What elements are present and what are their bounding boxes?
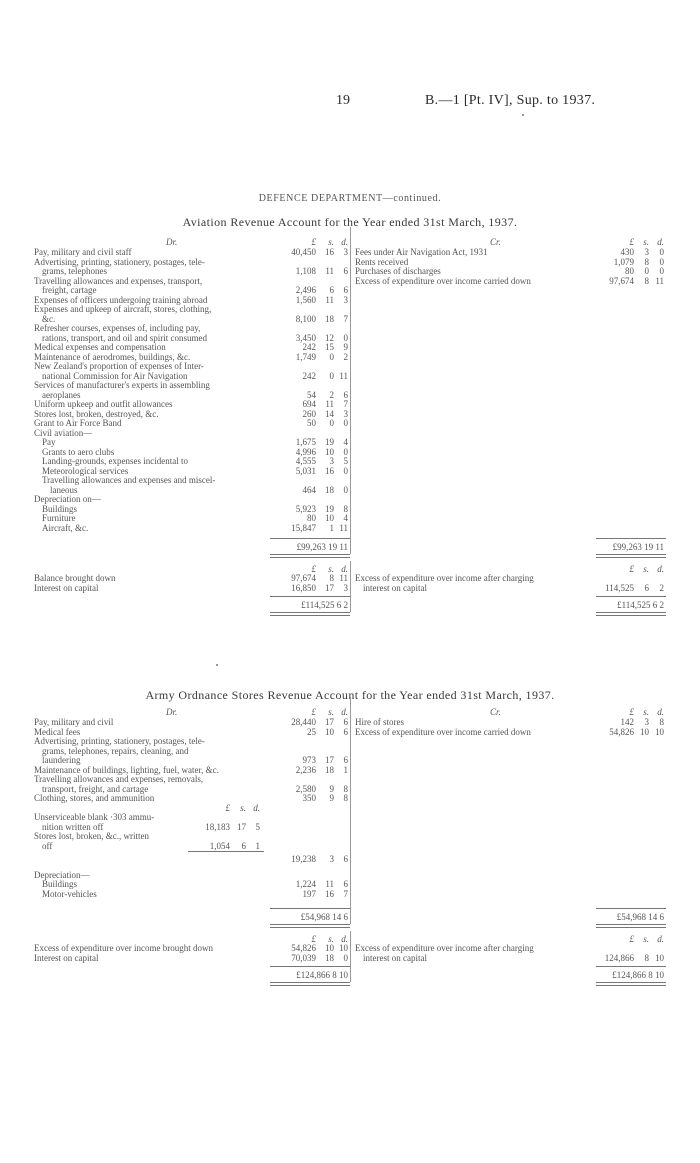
amount-shillings: 14: [325, 408, 334, 419]
pounds-header: £: [311, 237, 316, 247]
amount-pence: 6: [343, 266, 348, 276]
amount-pence: 8: [343, 503, 348, 514]
amount-shillings: 18: [325, 313, 334, 324]
amount-pence: 11: [339, 573, 348, 583]
sub-amount-pounds: 1,054: [209, 840, 230, 851]
rule: [596, 908, 666, 909]
credit-item: Fees under Air Navigation Act, 1931: [355, 247, 488, 257]
credit-item: Excess of expenditure over income carried down: [355, 275, 531, 286]
shillings-header: s.: [328, 563, 334, 574]
amount-pence: 11: [339, 370, 348, 381]
cr-heading: Cr.: [490, 237, 501, 247]
total-debit: £54,968 14 6: [300, 912, 348, 922]
sub-amount-pounds: 18,183: [205, 821, 230, 832]
amount-shillings: 11: [325, 266, 334, 276]
pounds-header: £: [629, 237, 634, 247]
amount-pence: 2: [659, 582, 664, 593]
debit-item: Uniform upkeep and outfit allowances: [34, 399, 173, 409]
amount-pounds: 260: [302, 408, 316, 419]
amount-pence: 0: [659, 256, 664, 267]
amount-shillings: 8: [329, 573, 334, 583]
debit-item: Excess of expenditure over income brought down: [34, 943, 213, 953]
pence-header: d.: [341, 707, 348, 717]
shillings-header: s.: [643, 707, 649, 717]
sub-amount-shillings: 17: [237, 821, 246, 832]
debit-item: Pay: [42, 437, 56, 447]
amount-pence: 6: [343, 755, 348, 765]
debit-item: Maintenance of aerodromes, buildings, &c.: [34, 351, 191, 362]
amount-pounds: 430: [620, 247, 634, 257]
amount-pence: 10: [655, 952, 664, 963]
amount-pence: 11: [655, 275, 664, 286]
amount-pounds: 19,238: [291, 854, 316, 864]
amount-pounds: 4,996: [295, 446, 316, 457]
amount-pounds: 25: [307, 726, 316, 737]
amount-shillings: 10: [325, 943, 334, 953]
total-debit: £124,866 8 10: [296, 970, 348, 980]
amount-shillings: 9: [329, 793, 334, 803]
debit-item: Interest on capital: [34, 952, 99, 963]
debit-item: New Zealand's proportion of expenses of Inter-: [34, 361, 204, 371]
amount-pounds: 5,923: [295, 503, 316, 514]
amount-pounds: 80: [307, 513, 316, 523]
amount-shillings: 8: [644, 952, 649, 963]
pounds-header: £: [311, 933, 316, 944]
dr-heading: Dr.: [166, 237, 178, 247]
amount-shillings: 18: [325, 952, 334, 963]
amount-shillings: 0: [329, 418, 334, 428]
shillings-header: s.: [328, 707, 334, 717]
amount-pence: 3: [343, 294, 348, 305]
amount-pence: 0: [659, 247, 664, 257]
double-rule: [596, 924, 666, 928]
amount-pounds: 1,675: [295, 437, 316, 447]
amount-pence: 3: [343, 408, 348, 419]
amount-pence: 0: [659, 266, 664, 276]
amount-pence: 0: [343, 332, 348, 343]
amount-pounds: 1,749: [295, 351, 316, 362]
amount-pence: 6: [343, 726, 348, 737]
amount-pence: 6: [343, 389, 348, 400]
debit-item: Motor-vehicles: [42, 888, 97, 899]
amount-shillings: 17: [325, 582, 334, 593]
total-debit: £114,525 6 2: [301, 600, 348, 610]
amount-pounds: 40,450: [291, 247, 316, 257]
credit-item: interest on capital: [363, 582, 427, 593]
amount-pounds: 97,674: [291, 573, 316, 583]
double-rule: [270, 924, 350, 928]
amount-shillings: 0: [329, 370, 334, 381]
debit-item: laundering: [42, 755, 81, 765]
debit-item: Travelling allowances and expenses and miscel-: [42, 475, 216, 485]
amount-shillings: 18: [325, 484, 334, 495]
amount-shillings: 12: [325, 332, 334, 343]
pence-header: d.: [657, 933, 664, 944]
shillings-header: s.: [328, 237, 334, 247]
sub-amount-shillings: 6: [241, 840, 246, 851]
amount-shillings: 6: [329, 285, 334, 295]
page-number: 19: [336, 93, 350, 108]
amount-pounds: 350: [302, 793, 316, 803]
sub-pence-header: d.: [253, 802, 260, 813]
pence-header: d.: [341, 237, 348, 247]
credit-item: Excess of expenditure over income carried down: [355, 726, 531, 737]
amount-pounds: 54: [307, 389, 316, 400]
pounds-header: £: [629, 933, 634, 944]
amount-shillings: 19: [325, 437, 334, 447]
sub-amount-pence: 1: [255, 840, 260, 851]
double-rule: [596, 982, 666, 986]
shillings-header: s.: [643, 933, 649, 944]
debit-item: Balance brought down: [34, 573, 116, 583]
debit-item: Meteorological services: [42, 465, 129, 476]
amount-pounds: 8,100: [295, 313, 316, 324]
rule: [270, 966, 350, 967]
debit-item: Buildings: [42, 503, 78, 514]
dr-heading: Dr.: [166, 707, 178, 717]
amount-shillings: 2: [329, 389, 334, 400]
amount-pence: 3: [343, 582, 348, 593]
credit-item: Rents received: [355, 256, 409, 267]
pence-header: d.: [657, 563, 664, 574]
debit-item: grams, telephones, repairs, cleaning, and: [42, 745, 189, 756]
amount-shillings: 3: [644, 247, 649, 257]
amount-pence: 6: [343, 717, 348, 727]
debit-item: Aircraft, &c.: [42, 522, 89, 533]
amount-pence: 6: [343, 285, 348, 295]
amount-pounds: 2,580: [295, 783, 316, 794]
credit-item: Purchases of discharges: [355, 266, 441, 276]
amount-pence: 5: [343, 456, 348, 466]
amount-pence: 0: [343, 484, 348, 495]
debit-item: Grant to Air Force Band: [34, 418, 122, 428]
amount-shillings: 10: [325, 513, 334, 523]
amount-pence: 4: [343, 513, 348, 523]
amount-pounds: 242: [302, 342, 316, 352]
debit-item: Refresher courses, expenses of, including pay,: [34, 323, 201, 333]
debit-item: Furniture: [42, 513, 76, 523]
aviation-account-title: Aviation Revenue Account for the Year ended 31st March, 1937.: [182, 215, 518, 229]
debit-item: Advertising, printing, stationery, postages, tele-: [34, 736, 205, 746]
debit-item: Maintenance of buildings, lighting, fuel, water, &c.: [34, 764, 219, 775]
debit-item: laneous: [50, 484, 78, 495]
amount-pence: 8: [343, 793, 348, 803]
debit-item: &c.: [42, 313, 56, 324]
pounds-header: £: [311, 563, 316, 574]
debit-item: Grants to aero clubs: [42, 446, 115, 457]
amount-pence: 10: [655, 726, 664, 737]
amount-pence: 0: [343, 952, 348, 963]
pence-header: d.: [657, 237, 664, 247]
debit-item: Depreciation on—: [34, 494, 101, 504]
total-debit: £99,263 19 11: [296, 542, 348, 552]
debit-item: Advertising, printing, stationery, postages, tele-: [34, 256, 205, 267]
debit-item: Clothing, stores, and ammunition: [34, 793, 155, 803]
debit-item: grams, telephones: [42, 266, 107, 276]
amount-shillings: 16: [325, 247, 334, 257]
amount-shillings: 10: [325, 726, 334, 737]
amount-pence: 0: [343, 446, 348, 457]
debit-item: Interest on capital: [34, 582, 99, 593]
amount-shillings: 6: [644, 582, 649, 593]
pence-header: d.: [341, 933, 348, 944]
pence-header: d.: [341, 563, 348, 574]
amount-shillings: 15: [325, 342, 334, 352]
amount-pounds: 54,826: [609, 726, 634, 737]
rule: [270, 908, 350, 909]
shillings-header: s.: [328, 933, 334, 944]
total-credit: £99,263 19 11: [612, 542, 664, 552]
amount-shillings: 11: [325, 294, 334, 305]
amount-shillings: 16: [325, 888, 334, 899]
amount-shillings: 0: [329, 351, 334, 362]
debit-item: Pay, military and civil: [34, 717, 114, 727]
amount-pence: 8: [659, 717, 664, 727]
pence-header: d.: [657, 707, 664, 717]
sub-amount-pence: 5: [255, 821, 260, 832]
amount-pounds: 3,450: [295, 332, 316, 343]
amount-pence: 4: [343, 437, 348, 447]
debit-item: transport, freight, and cartage: [42, 783, 149, 794]
debit-item: Medical expenses and compensation: [34, 342, 166, 352]
amount-pounds: 124,866: [604, 952, 634, 963]
amount-pence: 7: [343, 313, 348, 324]
amount-pounds: 5,031: [295, 465, 316, 476]
credit-item: Hire of stores: [355, 717, 404, 727]
amount-pounds: 16,850: [291, 582, 316, 593]
amount-pounds: 54,826: [291, 943, 316, 953]
sub-item: off: [42, 840, 53, 851]
amount-shillings: 18: [325, 764, 334, 775]
debit-item: Depreciation—: [34, 869, 90, 880]
amount-shillings: 16: [325, 465, 334, 476]
amount-pounds: 1,560: [295, 294, 316, 305]
amount-pounds: 1,108: [295, 266, 316, 276]
sub-shillings-header: s.: [240, 802, 246, 813]
amount-pounds: 2,496: [295, 285, 316, 295]
column-divider: [350, 697, 351, 924]
credit-item: interest on capital: [363, 952, 427, 963]
debit-item: Buildings: [42, 879, 78, 889]
amount-shillings: 11: [325, 879, 334, 889]
debit-item: Travelling allowances and expenses, removals,: [34, 774, 204, 784]
amount-pence: 8: [343, 783, 348, 794]
debit-item: Services of manufacturer's experts in assembling: [34, 380, 210, 390]
double-rule: [270, 982, 350, 986]
amount-shillings: 1: [329, 522, 334, 533]
amount-pence: 9: [343, 342, 348, 352]
amount-pounds: 70,039: [291, 952, 316, 963]
pounds-header: £: [629, 707, 634, 717]
amount-pence: 1: [343, 764, 348, 775]
amount-pence: 0: [343, 465, 348, 476]
document-reference: B.—1 [Pt. IV], Sup. to 1937.: [425, 93, 596, 108]
amount-pounds: 694: [302, 399, 316, 409]
amount-shillings: 8: [644, 256, 649, 267]
shillings-header: s.: [643, 563, 649, 574]
amount-pounds: 50: [307, 418, 316, 428]
amount-pounds: 973: [302, 755, 316, 765]
amount-pence: 6: [343, 854, 348, 864]
sub-item: Unserviceable blank ·303 ammu-: [34, 812, 155, 822]
department-title: DEFENCE DEPARTMENT—continued.: [258, 193, 442, 204]
amount-shillings: 17: [325, 755, 334, 765]
amount-pounds: 242: [302, 370, 316, 381]
credit-item: Excess of expenditure over income after charging: [355, 573, 534, 583]
amount-pounds: 197: [302, 888, 316, 899]
amount-pounds: 114,525: [605, 582, 634, 593]
amount-pence: 10: [339, 943, 348, 953]
amount-shillings: 9: [329, 783, 334, 794]
debit-item: Pay, military and civil staff: [34, 247, 132, 257]
cr-heading: Cr.: [490, 707, 501, 717]
debit-item: Expenses and upkeep of aircraft, stores, clothing,: [34, 304, 212, 314]
amount-pence: 11: [339, 522, 348, 533]
amount-pounds: 28,440: [291, 717, 316, 727]
debit-item: aeroplanes: [42, 389, 81, 400]
pounds-header: £: [311, 707, 316, 717]
amount-pounds: 4,555: [295, 456, 316, 466]
debit-item: national Commission for Air Navigation: [42, 370, 188, 381]
amount-pence: 7: [343, 399, 348, 409]
debit-item: Landing-grounds, expenses incidental to: [42, 456, 188, 466]
amount-pence: 0: [343, 418, 348, 428]
debit-item: Expenses of officers undergoing training abroad: [34, 294, 208, 305]
column-divider: [350, 931, 351, 982]
sub-pounds-header: £: [225, 802, 230, 813]
rule: [188, 851, 264, 852]
amount-pounds: 97,674: [609, 275, 634, 286]
amount-shillings: 19: [325, 503, 334, 514]
total-credit: £124,866 8 10: [612, 970, 664, 980]
amount-shillings: 0: [644, 266, 649, 276]
amount-shillings: 17: [325, 717, 334, 727]
debit-item: freight, cartage: [42, 285, 97, 295]
amount-shillings: 3: [644, 717, 649, 727]
amount-pounds: 142: [620, 717, 634, 727]
credit-item: Excess of expenditure over income after charging: [355, 943, 534, 953]
sub-item: nition written off: [42, 821, 104, 832]
rule: [596, 966, 666, 967]
amount-pence: 2: [343, 351, 348, 362]
amount-pounds: 2,236: [295, 764, 316, 775]
amount-shillings: 10: [325, 446, 334, 457]
pounds-header: £: [629, 563, 634, 574]
amount-pounds: 464: [302, 484, 316, 495]
debit-item: rations, transport, and oil and spirit consumed: [42, 332, 207, 343]
sub-item: Stores lost, broken, &c., written: [34, 831, 149, 841]
debit-item: Travelling allowances and expenses, transport,: [34, 275, 203, 286]
debit-item: Stores lost, broken, destroyed, &c.: [34, 408, 159, 419]
amount-pence: 6: [343, 879, 348, 889]
ordnance-account-title: Army Ordnance Stores Revenue Account for the Year ended 31st March, 1937.: [145, 688, 555, 702]
amount-pounds: 80: [625, 266, 634, 276]
debit-item: Civil aviation—: [34, 427, 93, 438]
amount-shillings: 3: [329, 456, 334, 466]
amount-pounds: 1,224: [295, 879, 316, 889]
amount-shillings: 11: [325, 399, 334, 409]
total-credit: £114,525 6 2: [617, 600, 664, 610]
amount-shillings: 8: [644, 275, 649, 286]
amount-pounds: 1,079: [613, 256, 634, 267]
total-credit: £54,968 14 6: [616, 912, 664, 922]
amount-pence: 7: [343, 888, 348, 899]
amount-pounds: 15,847: [291, 522, 316, 533]
amount-pence: 3: [343, 247, 348, 257]
amount-shillings: 3: [329, 854, 334, 864]
amount-shillings: 10: [640, 726, 649, 737]
debit-item: Medical fees: [34, 726, 81, 737]
shillings-header: s.: [643, 237, 649, 247]
